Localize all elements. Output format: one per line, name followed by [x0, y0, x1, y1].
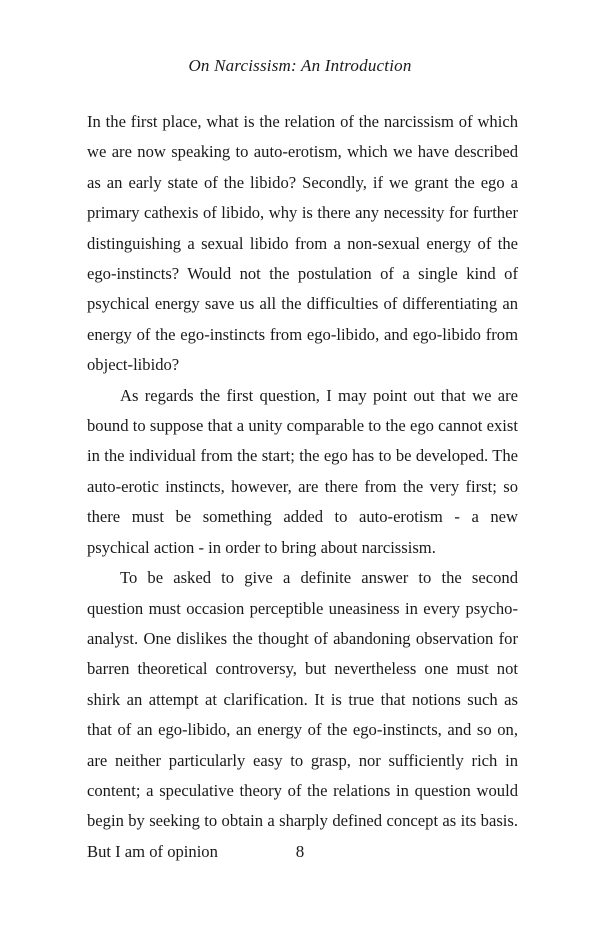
page-number: 8 — [295, 842, 305, 861]
paragraph-1: In the first place, what is the relation of the narcissism of which we are now speaking to auto-erotism, which we have described as an early state of the libido? Secondly, if we grant the ego a primary cathexis of libido, why is there any necessity for further distinguishing a sexual libido from a non-sexual energy of the ego-instincts? Would not the postulation of a single kind of psychical energy save us all the difficulties of differentiating an energy of the ego-instincts from ego-libido, and ego-libido from object-libido? — [87, 112, 518, 375]
running-head: On Narcissism: An Introduction — [188, 56, 412, 75]
paragraph-2: As regards the first question, I may point out that we are bound to suppose that a unity comparable to the ego cannot exist in the individual from the start; the ego has to be developed. The auto-erotic instincts, however, are there from the very first; so there must be something added to auto-erotism - a new psychical action - in order to bring about narcissism. — [87, 385, 518, 557]
paragraph-3: To be asked to give a definite answer to the second question must occasion perceptible uneasiness in every psycho-analyst. One dislikes the thought of abandoning observation for barren theoretical controversy, but nevertheless one must not shirk an attempt at clarification. It is true that notions such as that of an ego-libido, an energy of the ego-instincts, and so on, are neither particularly easy to grasp, nor sufficiently rich in content; a speculative theory of the relations in question would begin by seeking to obtain a sharply defined concept as its basis. But I am of opinion — [87, 568, 518, 861]
body-text — [87, 107, 518, 867]
